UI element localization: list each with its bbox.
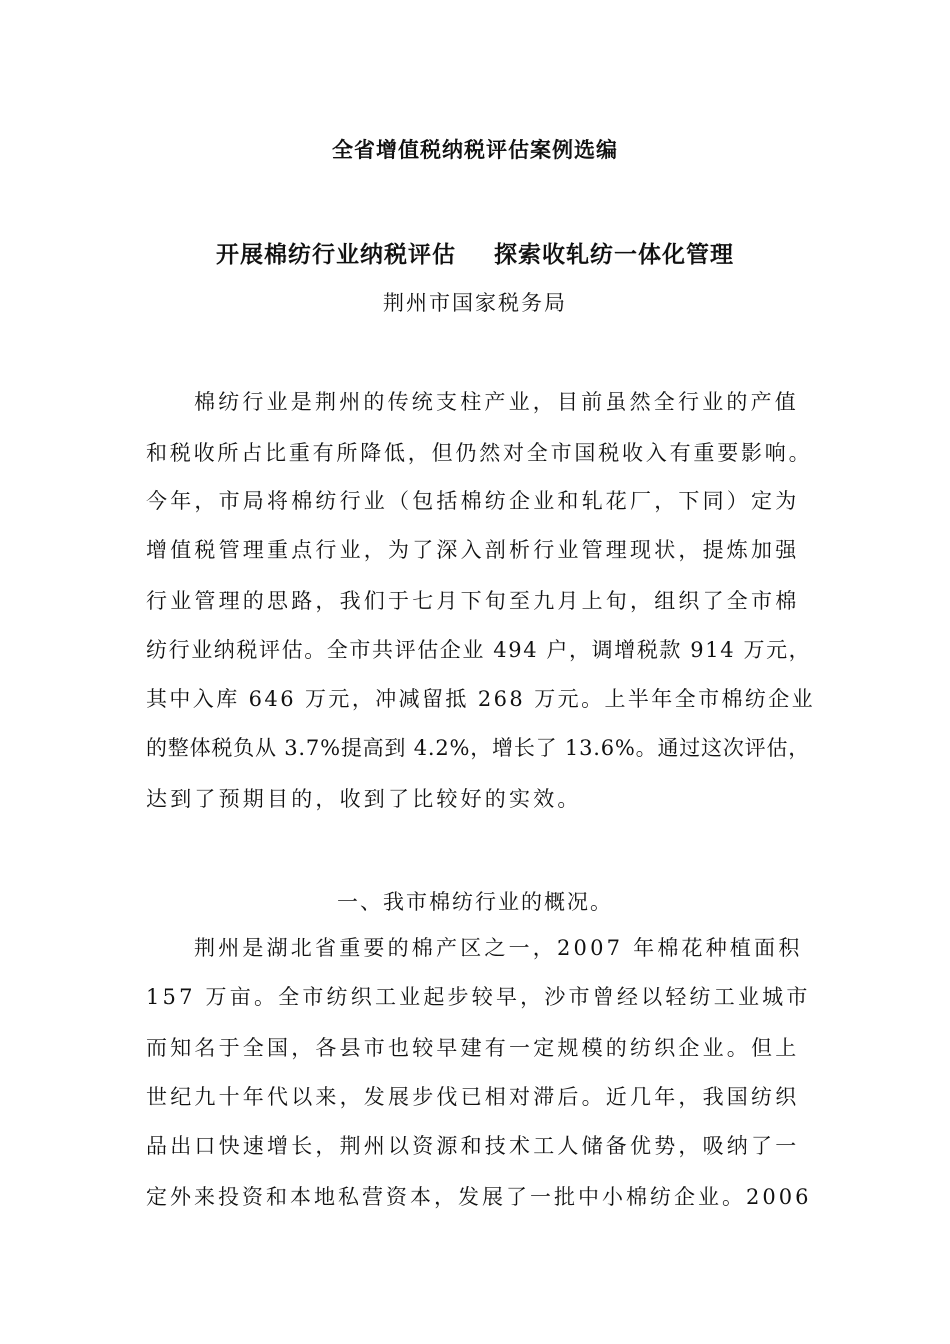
paragraph-line: 棉纺行业是荆州的传统支柱产业，目前虽然全行业的产值 <box>194 390 799 414</box>
paragraph-line: 定外来投资和本地私营资本，发展了一批中小棉纺企业。2006 <box>146 1185 812 1209</box>
document-header: 全省增值税纳税评估案例选编 <box>332 138 618 162</box>
paragraph-line: 行业管理的思路，我们于七月下旬至九月上旬，组织了全市棉 <box>146 589 800 613</box>
paragraph-line: 纺行业纳税评估。全市共评估企业 494 户，调增税款 914 万元， <box>146 638 812 662</box>
section-heading: 一、我市棉纺行业的概况。 <box>337 890 613 914</box>
article-title-part1: 开展棉纺行业纳税评估 <box>216 242 456 268</box>
paragraph-line: 其中入库 646 万元，冲减留抵 268 万元。上半年全市棉纺企业 <box>146 687 816 711</box>
article-title-part2: 探索收轧纺一体化管理 <box>494 242 734 268</box>
paragraph-line: 品出口快速增长，荆州以资源和技术工人储备优势，吸纳了一 <box>146 1134 800 1158</box>
paragraph-line: 荆州是湖北省重要的棉产区之一，2007 年棉花种植面积 <box>194 936 803 960</box>
paragraph-line: 和税收所占比重有所降低，但仍然对全市国税收入有重要影响。 <box>146 441 813 465</box>
paragraph-line: 的整体税负从 3.7%提高到 4.2%，增长了 13.6%。通过这次评估， <box>146 736 811 760</box>
paragraph-line: 157 万亩。全市纺织工业起步较早，沙市曾经以轻纺工业城市 <box>146 985 811 1009</box>
paragraph-line: 世纪九十年代以来，发展步伐已相对滞后。近几年，我国纺织 <box>146 1085 800 1109</box>
paragraph-line: 增值税管理重点行业，为了深入剖析行业管理现状，提炼加强 <box>146 538 800 562</box>
paragraph-line: 今年，市局将棉纺行业（包括棉纺企业和轧花厂，下同）定为 <box>146 489 800 513</box>
article-title <box>0 236 950 269</box>
paragraph-line: 达到了预期目的，收到了比较好的实效。 <box>146 787 582 811</box>
article-author: 荆州市国家税务局 <box>383 291 567 315</box>
paragraph-line: 而知名于全国，各县市也较早建有一定规模的纺织企业。但上 <box>146 1036 800 1060</box>
